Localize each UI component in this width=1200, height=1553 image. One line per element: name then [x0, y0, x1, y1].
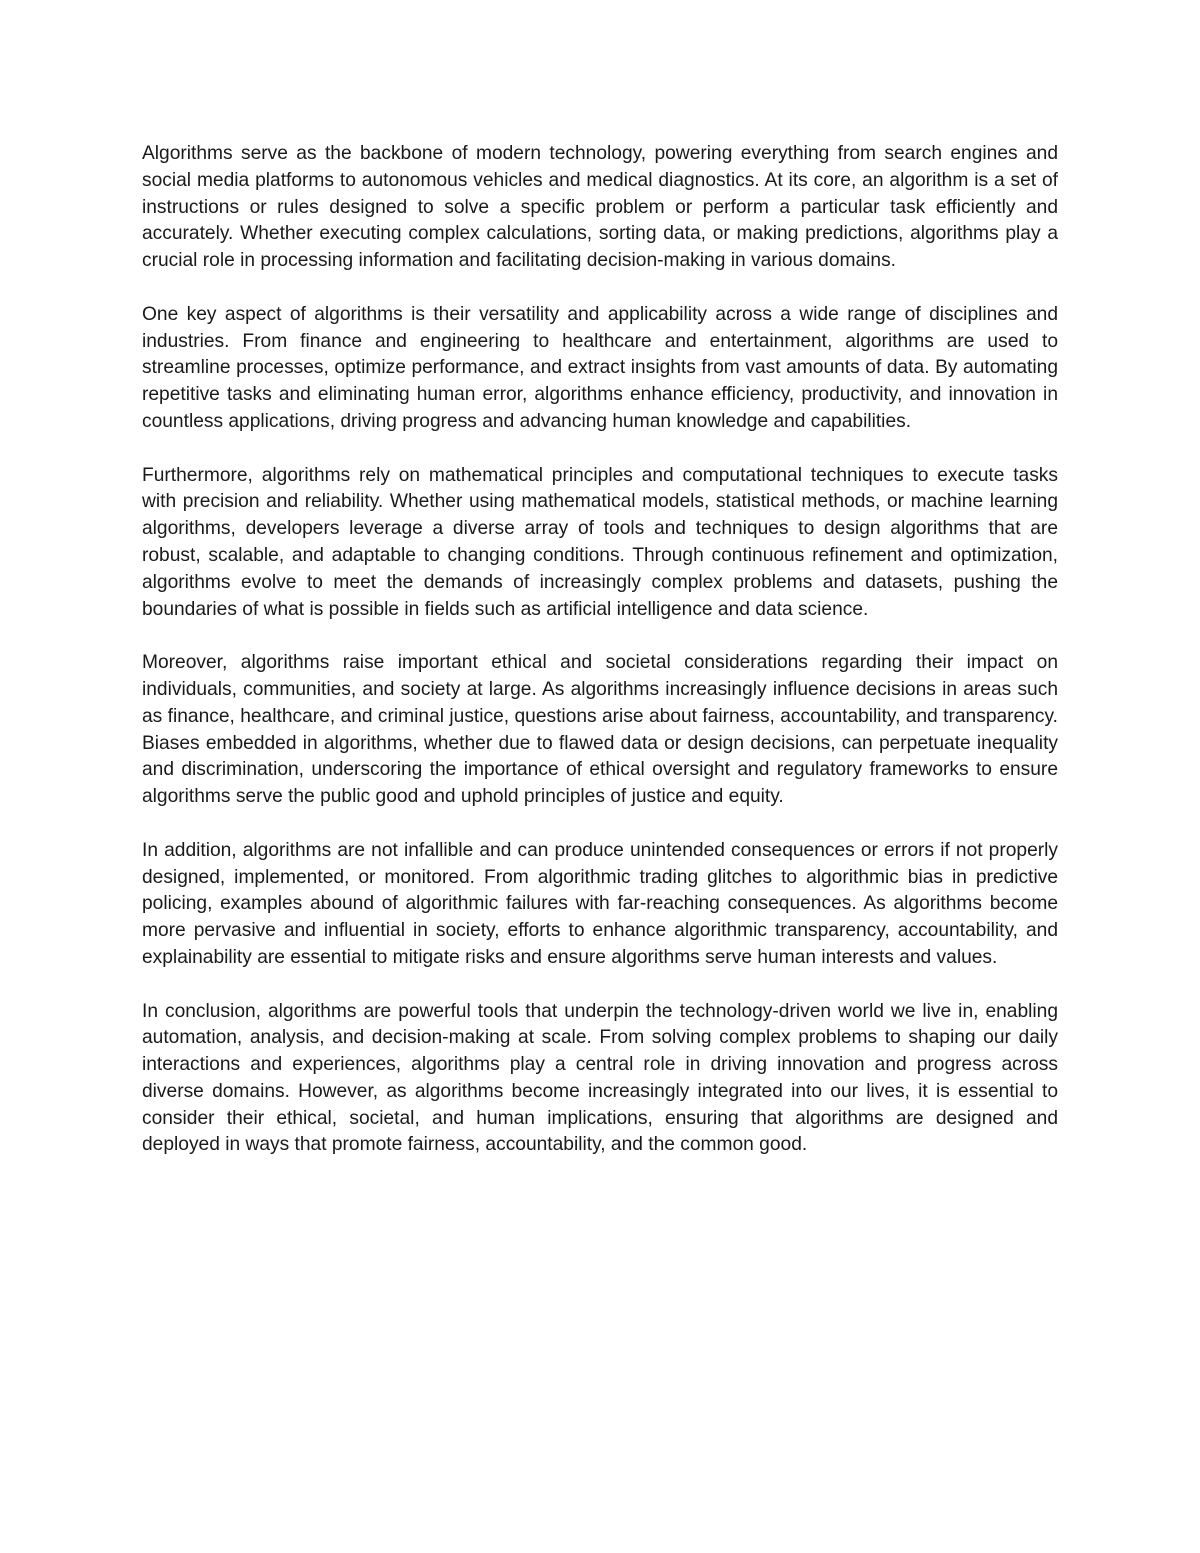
paragraph-1: Algorithms serve as the backbone of modern technology, powering everything from search engines and social media platforms to autonomous vehicles and medical diagnostics. At its core, an algorithm is a set of instructions or rules designed to solve a specific problem or perform a particular task efficiently and accurately. Whether executing complex calculations, sorting data, or making predictions, algorithms play a crucial role in processing information and facilitating decision-making in various domains. [142, 143, 1058, 272]
paragraph-5: In addition, algorithms are not infallible and can produce unintended consequences or errors if not properly designed, implemented, or monitored. From algorithmic trading glitches to algorithmic bias in predictive policing, examples abound of algorithmic failures with far-reaching consequences. As algorithms become more pervasive and influential in society, efforts to enhance algorithmic transparency, accountability, and explainability are essential to mitigate risks and ensure algorithms serve human interests and values. [142, 839, 1058, 968]
paragraph-4: Moreover, algorithms raise important ethical and societal considerations regarding their impact on individuals, communities, and society at large. As algorithms increasingly influence decisions in areas such as finance, healthcare, and criminal justice, questions arise about fairness, accountability, and transparency. Biases embedded in algorithms, whether due to flawed data or design decisions, can perpetuate inequality and discrimination, underscoring the importance of ethical oversight and regulatory frameworks to ensure algorithms serve the public good and uphold principles of justice and equity. [142, 652, 1058, 808]
paragraph-6: In conclusion, algorithms are powerful tools that underpin the technology-driven world we live in, enabling automation, analysis, and decision-making at scale. From solving complex problems to shaping our daily interactions and experiences, algorithms play a central role in driving innovation and progress across diverse domains. However, as algorithms become increasingly integrated into our lives, it is essential to consider their ethical, societal, and human implications, ensuring that algorithms are designed and deployed in ways that promote fairness, accountability, and the common good. [142, 1000, 1058, 1156]
paragraph-2: One key aspect of algorithms is their versatility and applicability across a wide range of disciplines and industries. From finance and engineering to healthcare and entertainment, algorithms are used to streamline processes, optimize performance, and extract insights from vast amounts of data. By automating repetitive tasks and eliminating human error, algorithms enhance efficiency, productivity, and innovation in countless applications, driving progress and advancing human knowledge and capabilities. [142, 303, 1058, 432]
paragraph-3: Furthermore, algorithms rely on mathematical principles and computational techniques to execute tasks with precision and reliability. Whether using mathematical models, statistical methods, or machine learning algorithms, developers leverage a diverse array of tools and techniques to design algorithms that are robust, scalable, and adaptable to changing conditions. Through continuous refinement and optimization, algorithms evolve to meet the demands of increasingly complex problems and datasets, pushing the boundaries of what is possible in fields such as artificial intelligence and data science. [142, 464, 1058, 620]
document-body [142, 141, 1058, 1186]
